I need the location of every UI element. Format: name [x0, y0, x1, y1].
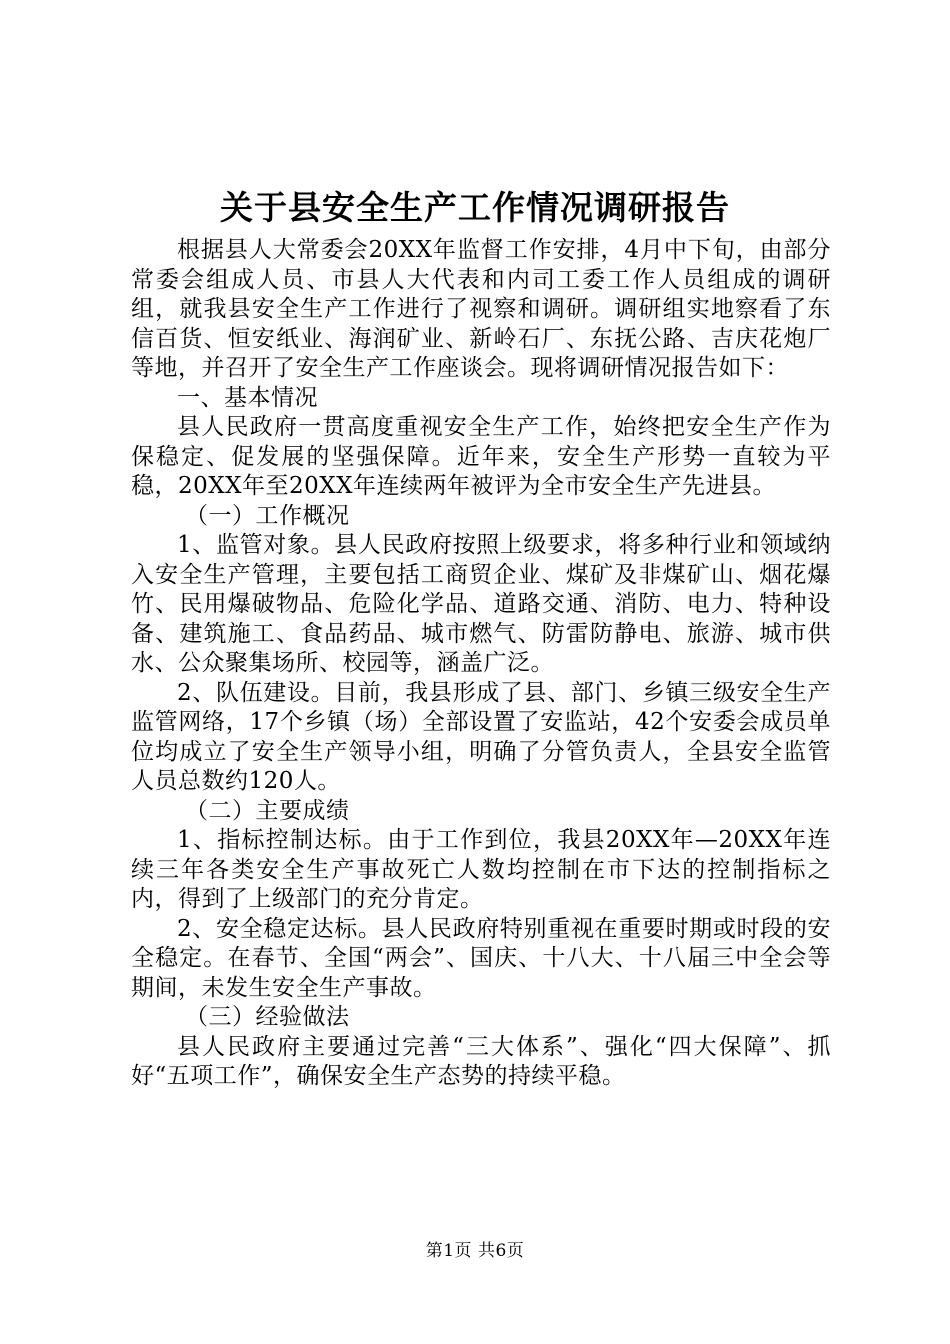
subsection-heading-experience: （三）经验做法: [185, 1004, 350, 1030]
section-heading-basic-situation: 一、基本情况: [177, 384, 318, 411]
paragraph-team-building: 2、队伍建设。目前，我县形成了县、部门、乡镇三级安全生产监管网络，17个乡镇（场）全部设置了安监站，42个安委会成员单位均成立了安全生产领导小组，明确了分管负责人，全县安全监管人员总数约120人。: [131, 679, 831, 794]
document-title: 关于县安全生产工作情况调研报告: [220, 188, 730, 227]
paragraph-intro: 根据县人大常委会20XX年监督工作安排，4月中下旬，由部分常委会组成人员、市县人大代表和内司工委工作人员组成的调研组，就我县安全生产工作进行了视察和调研。调研组实地察看了东信百货、恒安纸业、海润矿业、新岭石厂、东抚公路、吉庆花炮厂等地，并召开了安全生产工作座谈会。现将调研情况报告如下：: [131, 237, 831, 381]
paragraph-experience: 县人民政府主要通过完善“三大体系”、强化“四大保障”、抓好“五项工作”，确保安全生产态势的持续平稳。: [131, 1033, 831, 1089]
subsection-heading-work-overview: （一）工作概况: [185, 502, 350, 529]
paragraph-indicator-control: 1、指标控制达标。由于工作到位，我县20XX年—20XX年连续三年各类安全生产事故死亡人数均控制在市下达的控制指标之内，得到了上级部门的充分肯定。: [131, 827, 831, 912]
subsection-heading-main-achievements: （二）主要成绩: [185, 797, 350, 824]
paragraph-supervision-targets: 1、监管对象。县人民政府按照上级要求，将多种行业和领域纳入安全生产管理，主要包括工商贸企业、煤矿及非煤矿山、烟花爆竹、民用爆破物品、危险化学品、道路交通、消防、电力、特种设备、建筑施工、食品药品、城市燃气、防雷防静电、旅游、城市供水、公众聚集场所、校园等，涵盖广泛。: [131, 532, 831, 676]
paragraph-safety-stability: 2、安全稳定达标。县人民政府特别重视在重要时期或时段的安全稳定。在春节、全国“两会”、国庆、十八大、十八届三中全会等期间，未发生安全生产事故。: [131, 915, 831, 1001]
paragraph-basic-situation: 县人民政府一贯高度重视安全生产工作，始终把安全生产作为保稳定、促发展的坚强保障。近年来，安全生产形势一直较为平稳，20XX年至20XX年连续两年被评为全市安全生产先进县。: [131, 414, 831, 499]
document-body: [131, 236, 831, 1092]
page-number-footer: 第1页 共6页: [425, 1241, 525, 1261]
